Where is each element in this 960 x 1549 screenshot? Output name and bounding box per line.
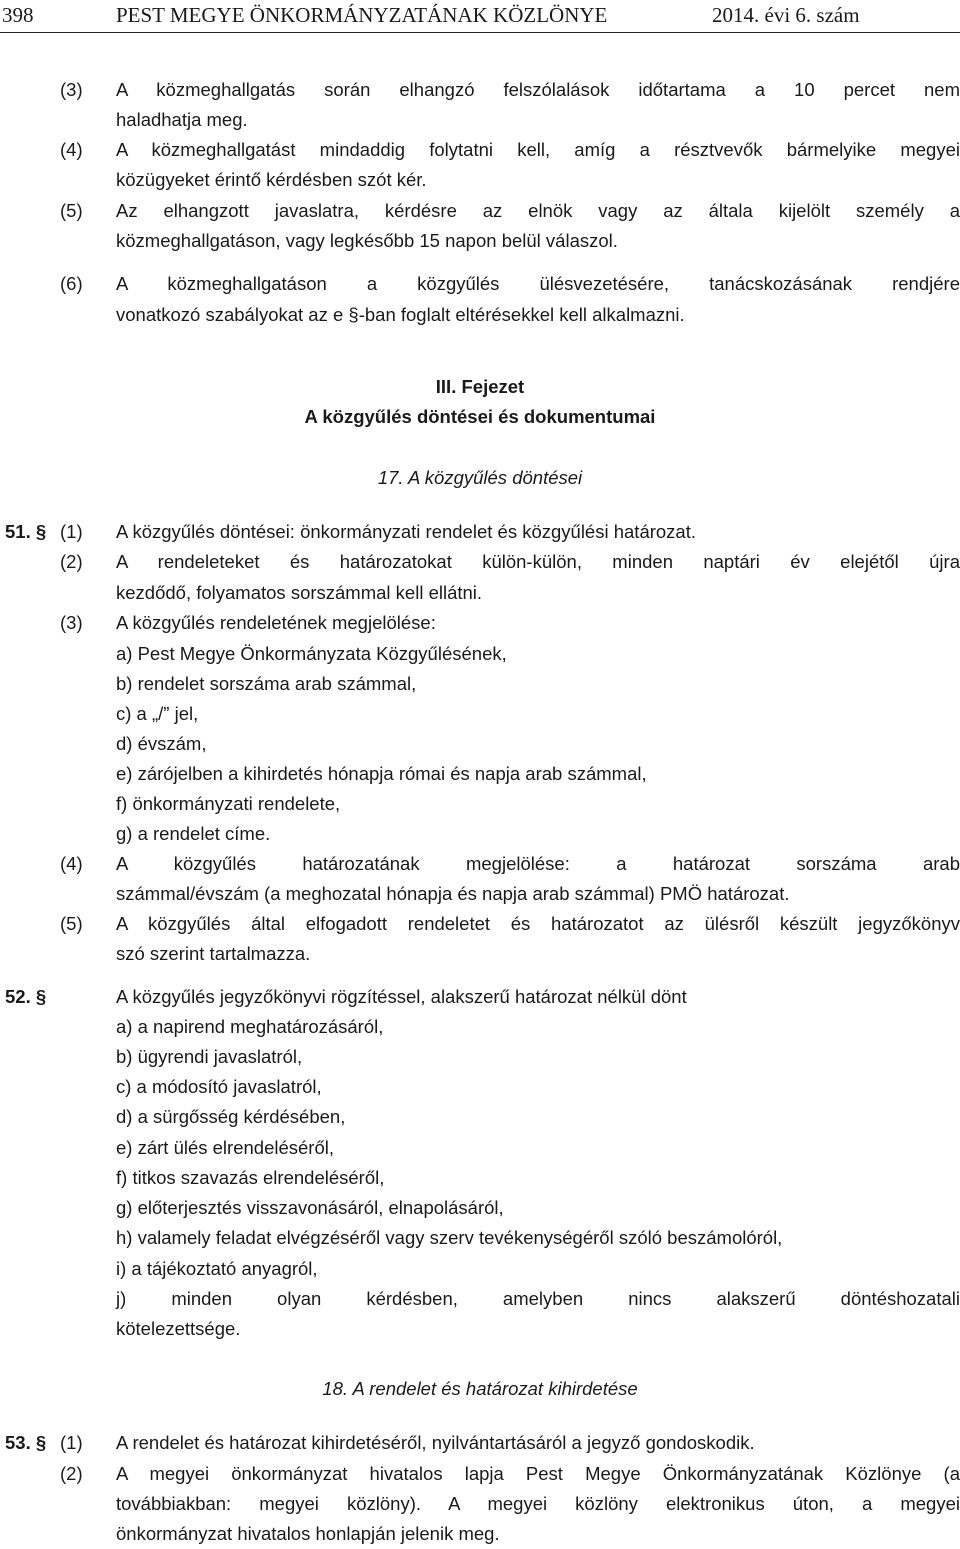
paragraph-line: vonatkozó szabályokat az e §-ban foglalt eltérésekkel kell alkalmazni.	[116, 304, 685, 325]
list-item: g) a rendelet címe.	[116, 823, 271, 844]
chapter-number: III. Fejezet	[435, 376, 525, 397]
paragraph-line: közügyeket érintő kérdésben szót kér.	[116, 169, 427, 190]
paragraph-line: kezdődő, folyamatos sorszámmal kell ellátni.	[116, 582, 483, 603]
page-header	[0, 0, 960, 33]
list-item: d) évszám,	[116, 733, 207, 754]
paragraph-number: (5)	[60, 913, 83, 934]
paragraph-line: A rendelet és határozat kihirdetéséről, nyilvántartásáról a jegyző gondoskodik.	[116, 1432, 755, 1453]
paragraph-line: számmal/évszám (a meghozatal hónapja és napja arab számmal) PMÖ határozat.	[116, 883, 790, 904]
paragraph-line: A közgyűlés jegyzőkönyvi rögzítéssel, alakszerű határozat nélkül dönt	[116, 986, 687, 1007]
article-label: 51. §	[5, 521, 47, 542]
paragraph-line: A közgyűlés döntései: önkormányzati rendelet és közgyűlési határozat.	[116, 521, 696, 542]
list-item: b) ügyrendi javaslatról,	[116, 1046, 303, 1067]
article-label: 52. §	[5, 986, 47, 1007]
list-item: j) minden olyan kérdésben, amelyben nincs alakszerű döntéshozatali	[116, 1288, 960, 1309]
list-item: f) önkormányzati rendelete,	[116, 793, 341, 814]
paragraph-number: (6)	[60, 273, 83, 294]
paragraph-number: (4)	[60, 139, 83, 160]
list-item: e) zárójelben a kihirdetés hónapja római és napja arab számmal,	[116, 763, 647, 784]
list-item: i) a tájékoztató anyagról,	[116, 1258, 318, 1279]
paragraph-line: A közmeghallgatáson a közgyűlés ülésvezetésére, tanácskozásának rendjére	[116, 273, 960, 294]
section-title: 18. A rendelet és határozat kihirdetése	[322, 1378, 638, 1399]
list-item: a) Pest Megye Önkormányzata Közgyűlésének,	[116, 643, 507, 664]
list-item: d) a sürgősség kérdésében,	[116, 1106, 346, 1127]
paragraph-line: A közgyűlés által elfogadott rendeletet és határozatot az ülésről készült jegyzőkönyv	[116, 913, 960, 934]
paragraph-number: (4)	[60, 853, 83, 874]
journal-title: PEST MEGYE ÖNKORMÁNYZATÁNAK KÖZLÖNYE	[116, 3, 608, 27]
paragraph-number: (3)	[60, 612, 83, 633]
list-item: b) rendelet sorszáma arab számmal,	[116, 673, 417, 694]
list-item: h) valamely feladat elvégzéséről vagy szerv tevékenységéről szóló beszámolóról,	[116, 1227, 783, 1248]
section-title: 17. A közgyűlés döntései	[377, 467, 583, 488]
paragraph-line: továbbiakban: megyei közlöny). A megyei közlöny elektronikus úton, a megyei	[116, 1493, 960, 1514]
paragraph-line: közmeghallgatáson, vagy legkésőbb 15 napon belül válaszol.	[116, 230, 618, 251]
article-label: 53. §	[5, 1432, 47, 1453]
paragraph-line: önkormányzat hivatalos honlapján jelenik meg.	[116, 1523, 500, 1544]
paragraph-number: (5)	[60, 200, 83, 221]
paragraph-line: A közmeghallgatást mindaddig folytatni kell, amíg a résztvevők bármelyike megyei	[116, 139, 960, 160]
paragraph-number: (1)	[60, 1432, 83, 1453]
paragraph-line: A közgyűlés határozatának megjelölése: a határozat sorszáma arab	[116, 853, 960, 874]
paragraph-number: (3)	[60, 79, 83, 100]
paragraph-line: A rendeleteket és határozatokat külön-külön, minden naptári év elejétől újra	[116, 551, 960, 572]
chapter-title: A közgyűlés döntései és dokumentumai	[304, 406, 656, 427]
paragraph-line: szó szerint tartalmazza.	[116, 943, 311, 964]
list-item: a) a napirend meghatározásáról,	[116, 1016, 384, 1037]
paragraph-line: Az elhangzott javaslatra, kérdésre az elnök vagy az általa kijelölt személy a	[116, 200, 960, 221]
list-item: f) titkos szavazás elrendeléséről,	[116, 1167, 385, 1188]
list-item: kötelezettsége.	[116, 1318, 241, 1339]
paragraph-number: (1)	[60, 521, 83, 542]
paragraph-line: haladhatja meg.	[116, 109, 248, 130]
paragraph-line: A közmeghallgatás során elhangzó felszólalások időtartama a 10 percet nem	[116, 79, 960, 100]
paragraph-line: A megyei önkormányzat hivatalos lapja Pest Megye Önkormányzatának Közlönye (a	[116, 1463, 960, 1484]
list-item: c) a „/” jel,	[116, 703, 199, 724]
list-item: c) a módosító javaslatról,	[116, 1076, 322, 1097]
page-number: 398	[2, 3, 34, 27]
list-item: g) előterjesztés visszavonásáról, elnapolásáról,	[116, 1197, 504, 1218]
paragraph-number: (2)	[60, 1463, 83, 1484]
issue-number: 2014. évi 6. szám	[712, 3, 860, 27]
paragraph-number: (2)	[60, 551, 83, 572]
list-item: e) zárt ülés elrendeléséről,	[116, 1137, 334, 1158]
paragraph-line: A közgyűlés rendeletének megjelölése:	[116, 612, 436, 633]
